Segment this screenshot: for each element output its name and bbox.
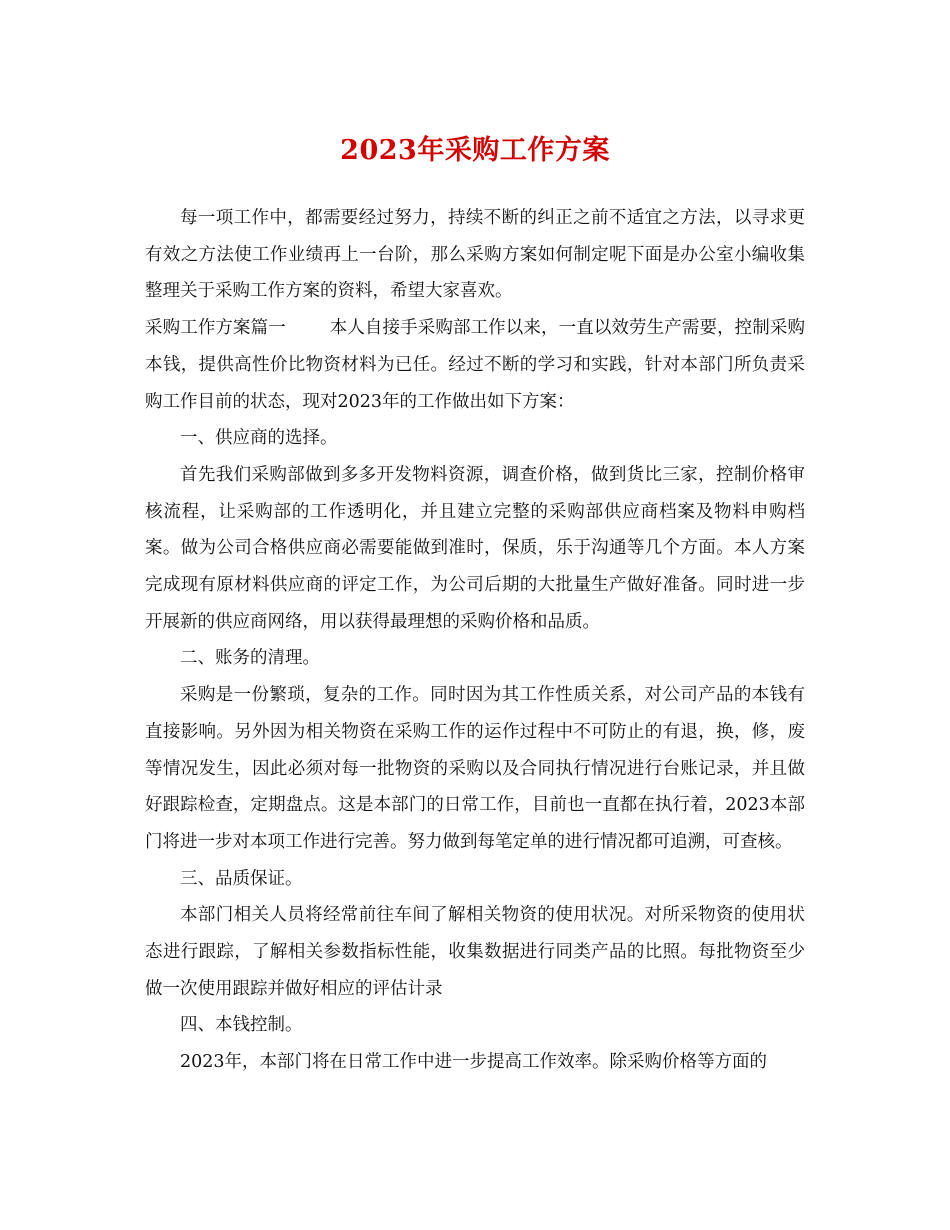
- document-title: 2023年采购工作方案: [340, 135, 610, 166]
- intro-paragraph: 每一项工作中，都需要经过努力，持续不断的纠正之前不适宜之方法，以寻求更有效之方法使工作业绩再上一台阶，那么采购方案如何制定呢下面是办公室小编收集整理关于采购工作方案的资料，希望大家喜欢。: [145, 208, 805, 302]
- paragraph-quality: 本部门相关人员将经常前往车间了解相关物资的使用状况。对所采物资的使用状态进行跟踪，了解相关参数指标性能，收集数据进行同类产品的比照。每批物资至少做一次使用跟踪并做好相应的评估计录: [145, 905, 805, 999]
- heading-suppliers: 一、供应商的选择。: [180, 428, 338, 449]
- paragraph-suppliers: 首先我们采购部做到多多开发物料资源，调查价格，做到货比三家，控制价格审核流程，让采购部的工作透明化，并且建立完整的采购部供应商档案及物料申购档案。做为公司合格供应商必需要能做到准时，保质，乐于沟通等几个方面。本人方案完成现有原材料供应商的评定工作，为公司后期的大批量生产做好准备。同时进一步开展新的供应商网络，用以获得最理想的采购价格和品质。: [145, 464, 805, 632]
- heading-quality: 三、品质保证。: [180, 868, 303, 889]
- document-body: [145, 200, 805, 1081]
- heading-accounts: 二、账务的清理。: [180, 648, 320, 669]
- paragraph-accounts: 采购是一份繁琐，复杂的工作。同时因为其工作性质关系，对公司产品的本钱有直接影响。另外因为相关物资在采购工作的运作过程中不可防止的有退，换，修，废等情况发生，因此必须对每一批物资的采购以及合同执行情况进行台账记录，并且做好跟踪检查，定期盘点。这是本部门的日常工作，目前也一直都在执行着，2023本部门将进一步对本项工作进行完善。努力做到每笔定单的进行情况都可追溯，可查核。: [145, 685, 805, 852]
- paragraph-cost-control: 2023年，本部门将在日常工作中进一步提高工作效率。除采购价格等方面的: [180, 1052, 768, 1073]
- section-intro-paragraph: [145, 310, 805, 420]
- section-intro-text: 本人自接手采购部工作以来，一直以效劳生产需要，控制采购本钱，提供高性价比物资材料为已任。经过不断的学习和实践，针对本部门所负责采购工作目前的状态，现对2023年的工作做出如下方案：: [145, 318, 806, 412]
- heading-cost-control: 四、本钱控制。: [180, 1015, 303, 1036]
- section-label: 采购工作方案篇一: [145, 318, 286, 339]
